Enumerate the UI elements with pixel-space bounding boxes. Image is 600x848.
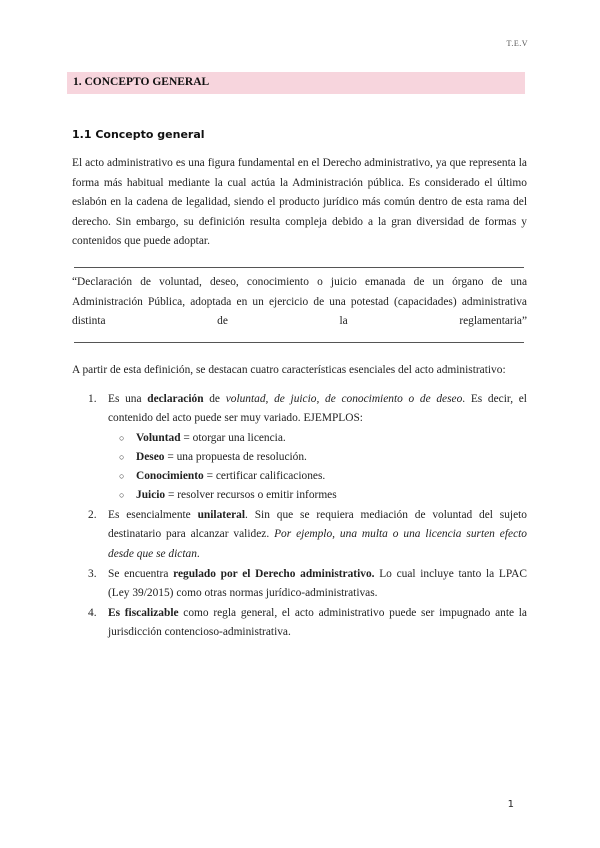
feature-keyword: Es fiscalizable: [108, 606, 179, 619]
feature-item-fiscalizable: [88, 604, 527, 643]
example-term: Deseo: [136, 450, 165, 463]
header-tag: T.E.V: [506, 39, 528, 48]
lead-paragraph: A partir de esta definición, se destacan cuatro características esenciales del acto administrativo:: [72, 364, 506, 376]
feature-text: Es esencialmente: [108, 508, 198, 521]
feature-keyword: unilateral: [197, 508, 246, 521]
feature-text: . Sin que se requiera mediación de voluntad del sujeto destinatario para alcanzar validez.: [108, 508, 527, 541]
circle-bullet-icon: ○: [119, 489, 125, 500]
example-item-deseo: [108, 448, 527, 467]
feature-item-unilateral: [88, 506, 527, 564]
feature-keyword: regulado por el Derecho administrativo.: [173, 568, 375, 581]
feature-keyword: declaración: [147, 393, 204, 405]
feature-item-declaracion: [88, 390, 527, 505]
feature-number: 2.: [88, 508, 97, 521]
feature-emphasis: voluntad, de juicio, de conocimiento o de deseo: [225, 393, 463, 405]
feature-text: de: [203, 393, 226, 405]
feature-text: .: [196, 547, 200, 560]
feature-number: 1.: [88, 393, 97, 405]
example-text: = certificar calificaciones.: [203, 469, 326, 482]
example-term: Conocimiento: [136, 469, 204, 482]
features-list: [88, 390, 527, 643]
example-text: = una propuesta de resolución.: [164, 450, 307, 463]
examples-list: [108, 429, 527, 505]
feature-text: . Es decir, el contenido del acto puede ser muy variado. EJEMPLOS:: [108, 393, 527, 425]
feature-number: 4.: [88, 606, 97, 619]
intro-paragraph: El acto administrativo es una figura fundamental en el Derecho administrativo, ya que representa la forma más habitual mediante la cual actúa la Administración pública. Es considerado el último eslabón en la cadena de legalidad, siendo el producto jurídico más común dentro de esta rama del derecho. Sin embargo, su definición resulta compleja debido a la gran diversidad de formas y contenidos que puede adoptar.: [72, 157, 527, 248]
feature-text: Es una: [108, 393, 148, 405]
example-term: Juicio: [136, 488, 166, 501]
section-title: 1. CONCEPTO GENERAL: [73, 76, 210, 88]
example-term: Voluntad: [136, 431, 181, 444]
quote-top-rule: [74, 267, 524, 268]
definition-quote: “Declaración de voluntad, deseo, conocimiento o juicio emanada de un órgano de una Administración Pública, adoptada en un ejercicio de una potestad (capacidades) administrativa distinta de la reglamentaria”: [72, 276, 527, 328]
example-item-conocimiento: [108, 467, 527, 486]
circle-bullet-icon: ○: [119, 470, 125, 481]
feature-text: como regla general, el acto administrativo puede ser impugnado ante la jurisdicción contencioso-administrativa.: [108, 606, 527, 639]
feature-number: 3.: [88, 568, 97, 581]
subsection-title: 1.1 Concepto general: [72, 128, 205, 141]
feature-emphasis: Por ejemplo, una multa o una licencia surten efecto desde que se dictan: [108, 528, 527, 560]
circle-bullet-icon: ○: [119, 432, 125, 443]
example-text: = resolver recursos o emitir informes: [165, 488, 337, 501]
example-text: = otorgar una licencia.: [180, 431, 286, 444]
circle-bullet-icon: ○: [119, 451, 125, 462]
example-item-voluntad: [108, 429, 527, 448]
example-item-juicio: [108, 486, 527, 505]
feature-item-regulado: [88, 565, 527, 604]
page-number: 1: [507, 799, 514, 810]
feature-text: Lo cual incluye tanto la LPAC (Ley 39/2015) como otras normas jurídico-administrativas.: [108, 568, 527, 600]
quote-bottom-rule: [74, 342, 524, 343]
feature-text: Se encuentra: [108, 568, 174, 581]
